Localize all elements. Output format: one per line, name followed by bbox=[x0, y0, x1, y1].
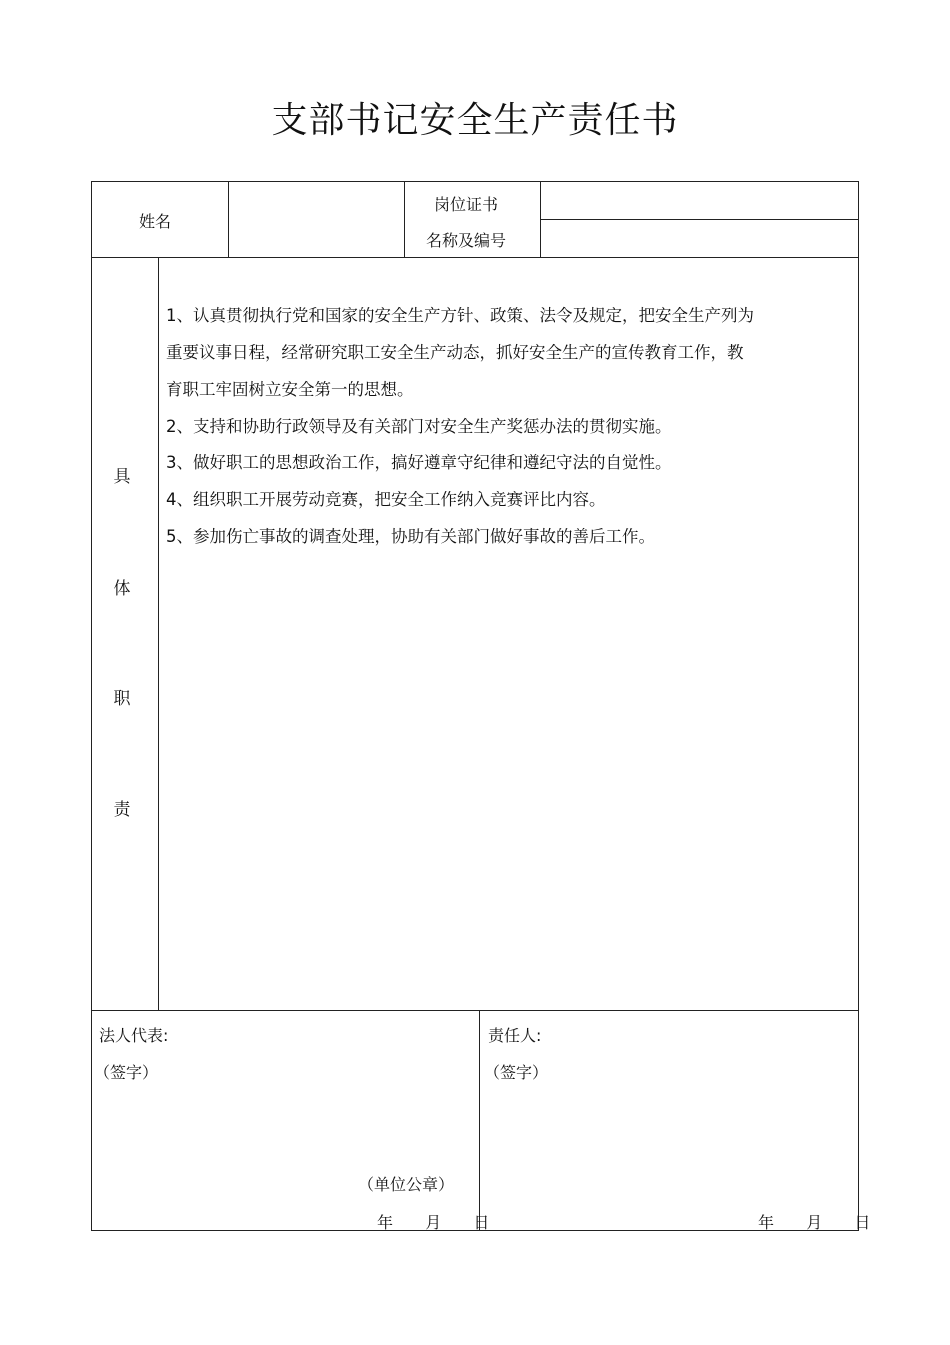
duty-line: 重要议事日程，经常研究职工安全生产动态，抓好安全生产的宣传教育工作，教 bbox=[166, 343, 744, 362]
legal-representative-signature-area[interactable] bbox=[95, 1090, 475, 1170]
legal-representative-label: 法人代表: bbox=[99, 1026, 169, 1045]
duties-side-label-char: 体 bbox=[113, 579, 131, 599]
duty-line: 5、参加伤亡事故的调查处理，协助有关部门做好事故的善后工作。 bbox=[166, 527, 655, 546]
right-date-year: 年 bbox=[758, 1213, 775, 1232]
duties-side-divider bbox=[158, 257, 159, 1010]
responsibility-form-table bbox=[91, 181, 859, 1231]
left-date-year: 年 bbox=[377, 1213, 394, 1232]
left-date-line bbox=[377, 1210, 489, 1233]
header-bottom-divider bbox=[91, 257, 859, 258]
duty-line: 1、认真贯彻执行党和国家的安全生产方针、政策、法令及规定，把安全生产列为 bbox=[166, 306, 754, 325]
name-value-field[interactable] bbox=[230, 183, 402, 255]
duties-side-label-char: 职 bbox=[113, 689, 131, 709]
duty-line: 2、支持和协助行政领导及有关部门对安全生产奖惩办法的贯彻实施。 bbox=[166, 417, 672, 436]
document-title: 支部书记安全生产责任书 bbox=[271, 100, 679, 141]
name-cell-divider bbox=[228, 182, 229, 257]
cert-value-split-line bbox=[540, 219, 859, 220]
duty-line: 育职工牢固树立安全第一的思想。 bbox=[166, 380, 414, 399]
right-date-line bbox=[758, 1210, 870, 1233]
left-date-month: 月 bbox=[425, 1213, 442, 1232]
cert-number-field[interactable] bbox=[542, 221, 857, 256]
cert-label-line2: 名称及编号 bbox=[426, 231, 507, 250]
legal-representative-sign-note: （签字） bbox=[94, 1063, 159, 1082]
name-label: 姓名 bbox=[139, 212, 172, 231]
responsible-person-label: 责任人: bbox=[488, 1026, 542, 1045]
name-value-divider bbox=[404, 182, 405, 257]
signature-split-divider bbox=[479, 1010, 480, 1231]
cert-name-field[interactable] bbox=[542, 183, 857, 218]
duties-bottom-divider bbox=[91, 1010, 859, 1011]
right-date-day: 日 bbox=[854, 1213, 871, 1232]
responsible-person-signature-area[interactable] bbox=[485, 1090, 855, 1190]
duty-line: 4、组织职工开展劳动竞赛，把安全工作纳入竞赛评比内容。 bbox=[166, 490, 606, 509]
duties-side-label-char: 具 bbox=[113, 467, 131, 487]
right-date-month: 月 bbox=[806, 1213, 823, 1232]
duties-side-label-char: 责 bbox=[113, 800, 131, 820]
responsible-person-sign-note: （签字） bbox=[484, 1063, 549, 1082]
cert-label-line1: 岗位证书 bbox=[434, 195, 499, 214]
left-date-day: 日 bbox=[473, 1213, 490, 1232]
unit-seal-note: （单位公章） bbox=[358, 1175, 455, 1194]
duty-line: 3、做好职工的思想政治工作，搞好遵章守纪律和遵纪守法的自觉性。 bbox=[166, 453, 672, 472]
